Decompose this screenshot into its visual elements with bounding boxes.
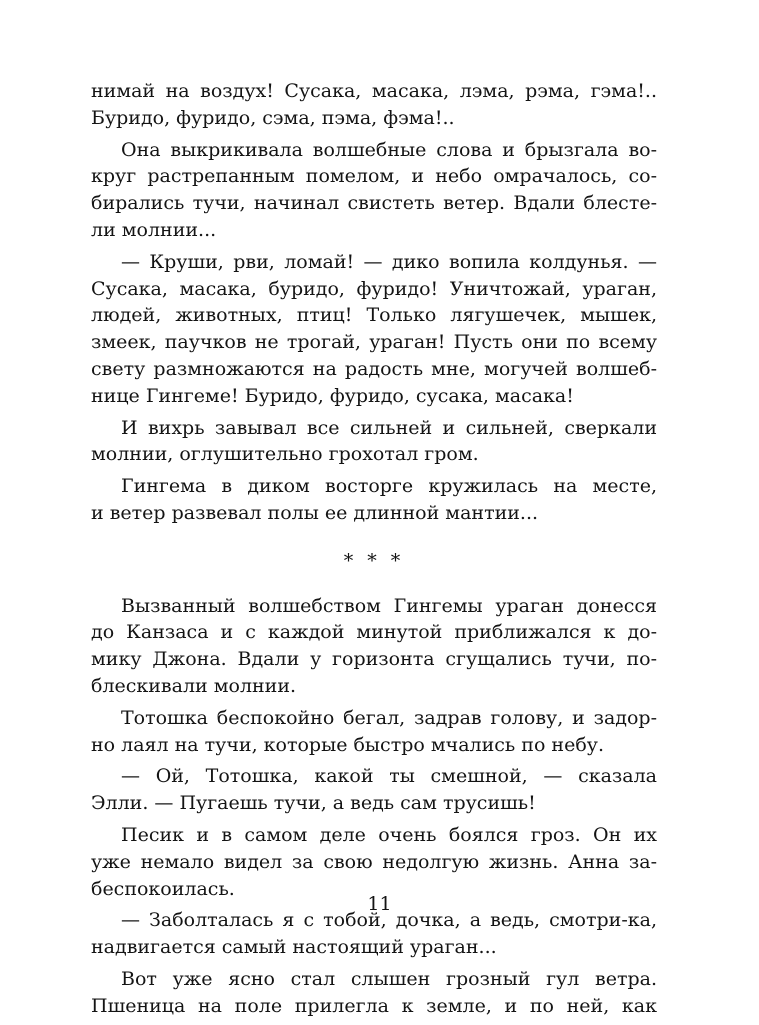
paragraph-11 <box>91 966 657 1020</box>
text-line: — Заболталась я с тобой, дочка, а ведь, смотри-ка, <box>121 909 657 932</box>
paragraph-7 <box>91 705 657 759</box>
text-line: уже немало видел за свою недолгую жизнь. Анна за- <box>91 850 657 873</box>
paragraph-5 <box>91 473 657 527</box>
text-line: молнии, оглушительно грохотал гром. <box>91 443 479 466</box>
paragraph-9 <box>91 822 657 902</box>
text-line: нимай на воздух! Сусака, масака, лэма, рэма, гэма!.. <box>91 80 657 102</box>
text-line: Песик и в самом деле очень боялся гроз. Он их <box>121 823 657 846</box>
text-line: мику Джона. Вдали у горизонта сгущались тучи, по- <box>91 648 657 671</box>
paragraph-2 <box>91 137 657 244</box>
paragraph-10 <box>91 907 657 961</box>
paragraph-8 <box>91 763 657 817</box>
text-line: змеек, паучков не трогай, ураган! Пусть они по всему <box>91 331 657 354</box>
text-line: до Канзаса и с каждой минутой приближался к до- <box>91 621 657 644</box>
text-line: ли молнии... <box>91 218 217 241</box>
page-text <box>91 78 657 1025</box>
text-line: блескивали молнии. <box>91 674 297 697</box>
text-line: людей, животных, птиц! Только лягушечек, мышек, <box>91 304 657 327</box>
text-line: бирались тучи, начинал свистеть ветер. Вдали блесте- <box>91 192 657 215</box>
text-line: Пшеница на поле прилегла к земле, и по ней, как <box>91 994 657 1017</box>
section-separator: * * * <box>343 549 405 572</box>
paragraph-4 <box>91 415 657 469</box>
text-line: нице Гингеме! Буридо, фуридо, сусака, масака! <box>91 384 574 407</box>
text-line: Она выкрикивала волшебные слова и брызгала во- <box>121 138 657 161</box>
text-line: беспокоилась. <box>91 877 235 900</box>
text-line: Гингема в диком восторге кружилась на месте, <box>121 475 657 498</box>
text-line: круг растрепанным помелом, и небо омрачалось, со- <box>91 165 657 188</box>
paragraph-6 <box>91 593 657 700</box>
paragraph-1 <box>91 78 657 132</box>
page-number: 11 <box>367 893 392 915</box>
text-line: — Круши, рви, ломай! — дико вопила колдунья. — <box>121 250 657 273</box>
text-line: надвигается самый настоящий ураган... <box>91 936 497 959</box>
text-line: Буридо, фуридо, сэма, пэма, фэма!.. <box>91 106 455 129</box>
paragraph-3 <box>91 249 657 410</box>
text-line: и ветер развевал полы ее длинной мантии... <box>91 501 539 524</box>
text-line: Элли. — Пугаешь тучи, а ведь сам трусишь! <box>91 792 536 815</box>
text-line: Вызванный волшебством Гингемы ураган донесся <box>121 594 657 617</box>
text-line: но лаял на тучи, которые быстро мчались по небу. <box>91 733 604 756</box>
text-line: Сусака, масака, буридо, фуридо! Уничтожай, ураган, <box>91 277 657 300</box>
text-line: свету размножаются на радость мне, могучей волшеб- <box>91 357 657 380</box>
text-line: Вот уже ясно стал слышен грозный гул ветра. <box>121 967 657 990</box>
text-line: Тотошка беспокойно бегал, задрав голову, и задор- <box>121 706 657 729</box>
text-line: И вихрь завывал все сильней и сильней, сверкали <box>121 416 657 439</box>
text-line: — Ой, Тотошка, какой ты смешной, — сказала <box>121 765 657 788</box>
